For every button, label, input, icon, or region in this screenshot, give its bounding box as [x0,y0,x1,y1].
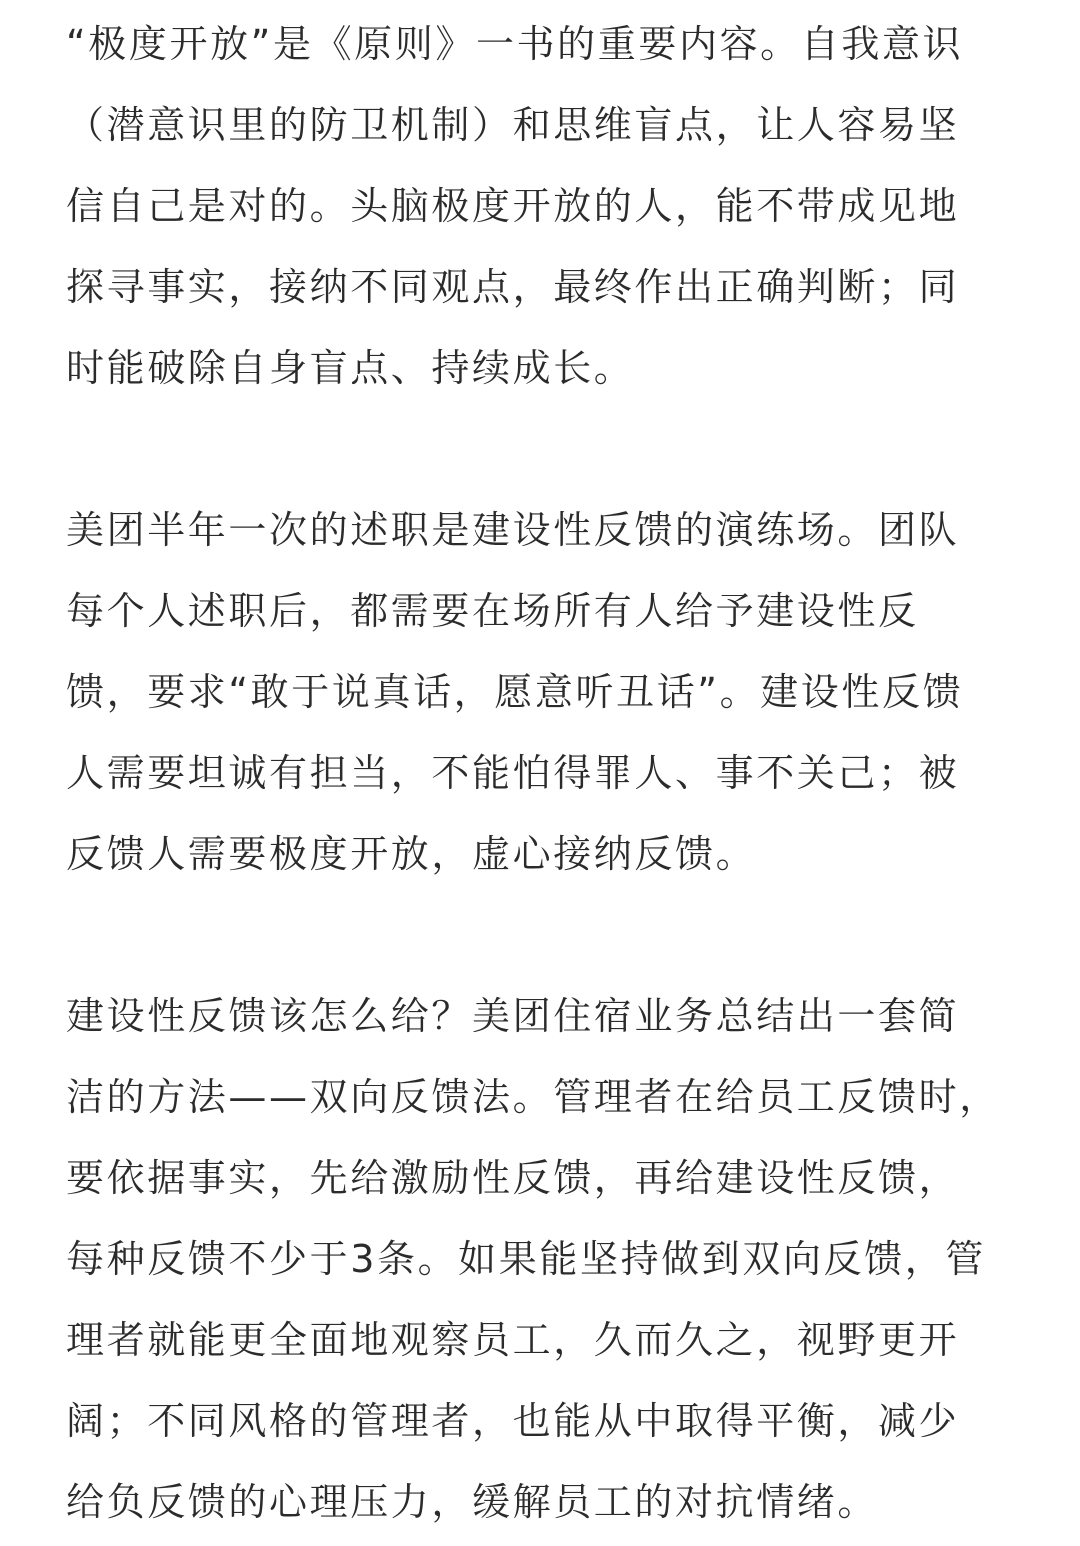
text-line: 每个人述职后，都需要在场所有人给予建设性反 [66,589,919,633]
text-line: 理者就能更全面地观察员工，久而久之，视野更开 [66,1318,960,1362]
paragraph-spacer [66,895,1018,976]
paragraph-two-way-feedback [66,976,1018,1543]
text-line: 洁的方法——双向反馈法。管理者在给员工反馈时， [66,1075,1000,1119]
text-line: 时能破除自身盲点、持续成长。 [66,346,635,390]
text-line: 阔；不同风格的管理者，也能从中取得平衡，减少 [66,1399,960,1443]
paragraph-review-meeting [66,490,1018,895]
text-line: 每种反馈不少于3条。如果能坚持做到双向反馈，管 [66,1237,986,1281]
text-line: 美团半年一次的述职是建设性反馈的演练场。团队 [66,508,960,552]
text-line: 馈，要求“敢于说真话，愿意听丑话”。建设性反馈 [66,670,964,714]
article-body [66,4,1018,1543]
text-line: 建设性反馈该怎么给？美团住宿业务总结出一套简 [66,994,960,1038]
text-line: 探寻事实，接纳不同观点，最终作出正确判断；同 [66,265,960,309]
text-line: 反馈人需要极度开放，虚心接纳反馈。 [66,832,757,876]
text-line: （潜意识里的防卫机制）和思维盲点，让人容易坚 [66,103,960,147]
text-line: 信自己是对的。头脑极度开放的人，能不带成见地 [66,184,960,228]
text-line: 给负反馈的心理压力，缓解员工的对抗情绪。 [66,1480,879,1524]
paragraph-spacer [66,409,1018,490]
text-line: 人需要坦诚有担当，不能怕得罪人、事不关己；被 [66,751,960,795]
paragraph-open-mind [66,4,1018,409]
text-line: “极度开放”是《原则》一书的重要内容。自我意识 [66,22,964,66]
text-line: 要依据事实，先给激励性反馈，再给建设性反馈， [66,1156,960,1200]
